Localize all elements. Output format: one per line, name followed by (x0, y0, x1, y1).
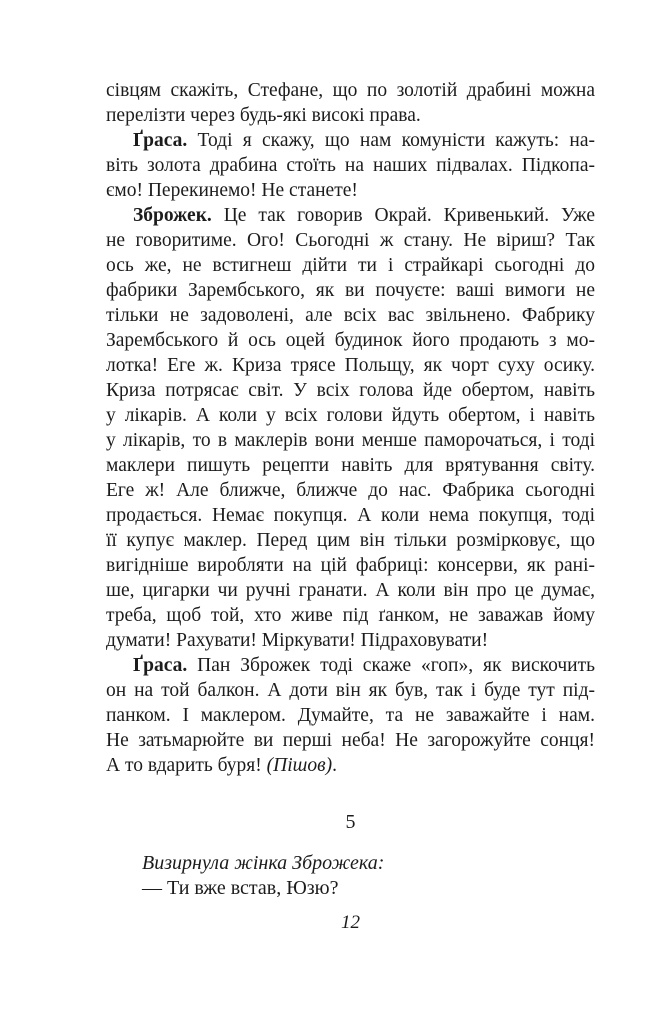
text-segment: думати! Рахувати! Міркувати! Підраховувати! (106, 630, 489, 651)
text-segment: треба, щоб той, хто живе під ґанком, не заважав йому (106, 605, 595, 626)
text-segment: Це так говорив Окрай. Кривенький. Уже (211, 205, 595, 226)
speaker-name: Ґраса. (133, 655, 188, 676)
text-line (106, 553, 595, 578)
text-segment: ше, цигарки чи ручні гранати. А коли він про це думає, (106, 580, 595, 601)
stage-direction: Визирнула жінка Зброжека: (142, 852, 385, 874)
text-line (106, 478, 595, 503)
text-segment: А то вдарить буря! (106, 755, 267, 776)
text-line (106, 153, 595, 178)
dialogue-line: — Ти вже встав, Юзю? (142, 877, 339, 899)
text-segment: у лікарів. А коли у всіх голови йдуть обертом, і навіть (106, 405, 595, 426)
text-line (106, 603, 595, 628)
text-segment: сівцям скажіть, Стефане, що по золотій драбині можна (106, 80, 595, 101)
text-segment: ось же, не встигнеш дійти ти і страйкарі сьогодні до (106, 255, 595, 276)
closing-dialogue (142, 851, 384, 901)
scene-number: 5 (345, 811, 356, 833)
text-line (106, 403, 595, 428)
stage-direction: (Пішов) (266, 755, 333, 776)
text-line (106, 78, 595, 103)
text-line (106, 278, 595, 303)
text-line (106, 453, 595, 478)
text-line (106, 128, 595, 153)
text-line (106, 578, 595, 603)
text-segment: Еге ж! Але ближче, ближче до нас. Фабрика сьогодні (106, 480, 595, 501)
text-line (106, 378, 595, 403)
text-line (106, 178, 595, 203)
text-segment: Тоді я скажу, що нам комуністи кажуть: на- (187, 130, 595, 151)
text-segment: не говоритиме. Ого! Сьогодні ж стану. Не віриш? Так (106, 230, 595, 251)
text-line (106, 228, 595, 253)
text-segment: тільки не задоволені, але всіх вас звільнено. Фабрику (106, 305, 595, 326)
text-line (106, 703, 595, 728)
text-segment: Криза потрясає світ. У всіх голова йде обертом, навіть (106, 380, 595, 401)
text-segment: вигідніше виробляти на цій фабриці: консерви, як рані- (106, 555, 595, 576)
text-segment: продається. Немає покупця. А коли нема покупця, тоді (106, 505, 595, 526)
text-line (106, 753, 595, 778)
text-segment: перелізти через будь-які високі права. (106, 105, 421, 126)
text-segment: Пан Зброжек тоді скаже «гоп», як вискочить (187, 655, 595, 676)
text-line (106, 678, 595, 703)
text-segment: он на той балкон. А доти він як був, так і буде тут під- (106, 680, 595, 701)
text-segment: фабрики Зарембського, як ви почуєте: ваші вимоги не (106, 280, 595, 301)
speaker-name: Зброжек. (133, 205, 212, 226)
text-segment: Не затьмарюйте ви перші неба! Не загорожуйте сонця! (106, 730, 595, 751)
body-text (106, 78, 595, 778)
text-line (106, 253, 595, 278)
text-segment: Зарембського й ось оцей будинок його продають з мо- (106, 330, 595, 351)
text-line (106, 328, 595, 353)
text-line (106, 203, 595, 228)
text-line (106, 503, 595, 528)
text-line (106, 528, 595, 553)
text-line (106, 653, 595, 678)
text-segment: маклери пишуть рецепти навіть для врятування світу. (106, 455, 595, 476)
text-line (106, 103, 595, 128)
text-segment: віть золота драбина стоїть на наших підвалах. Підкопа- (106, 155, 595, 176)
text-line (106, 353, 595, 378)
page-number: 12 (341, 912, 360, 933)
text-segment: ємо! Перекинемо! Не станете! (106, 180, 358, 201)
text-line (106, 303, 595, 328)
text-line (106, 628, 595, 653)
text-segment: у лікарів, то в маклерів вони менше паморочаться, і тоді (106, 430, 595, 451)
text-segment: . (332, 755, 337, 776)
text-segment: її купує маклер. Перед цим він тільки розмірковує, що (106, 530, 595, 551)
text-line (106, 728, 595, 753)
text-segment: лотка! Еге ж. Криза трясе Польщу, як чорт суху осику. (106, 355, 595, 376)
speaker-name: Ґраса. (133, 130, 188, 151)
text-segment: панком. І маклером. Думайте, та не заважайте і нам. (106, 705, 595, 726)
text-line (106, 428, 595, 453)
